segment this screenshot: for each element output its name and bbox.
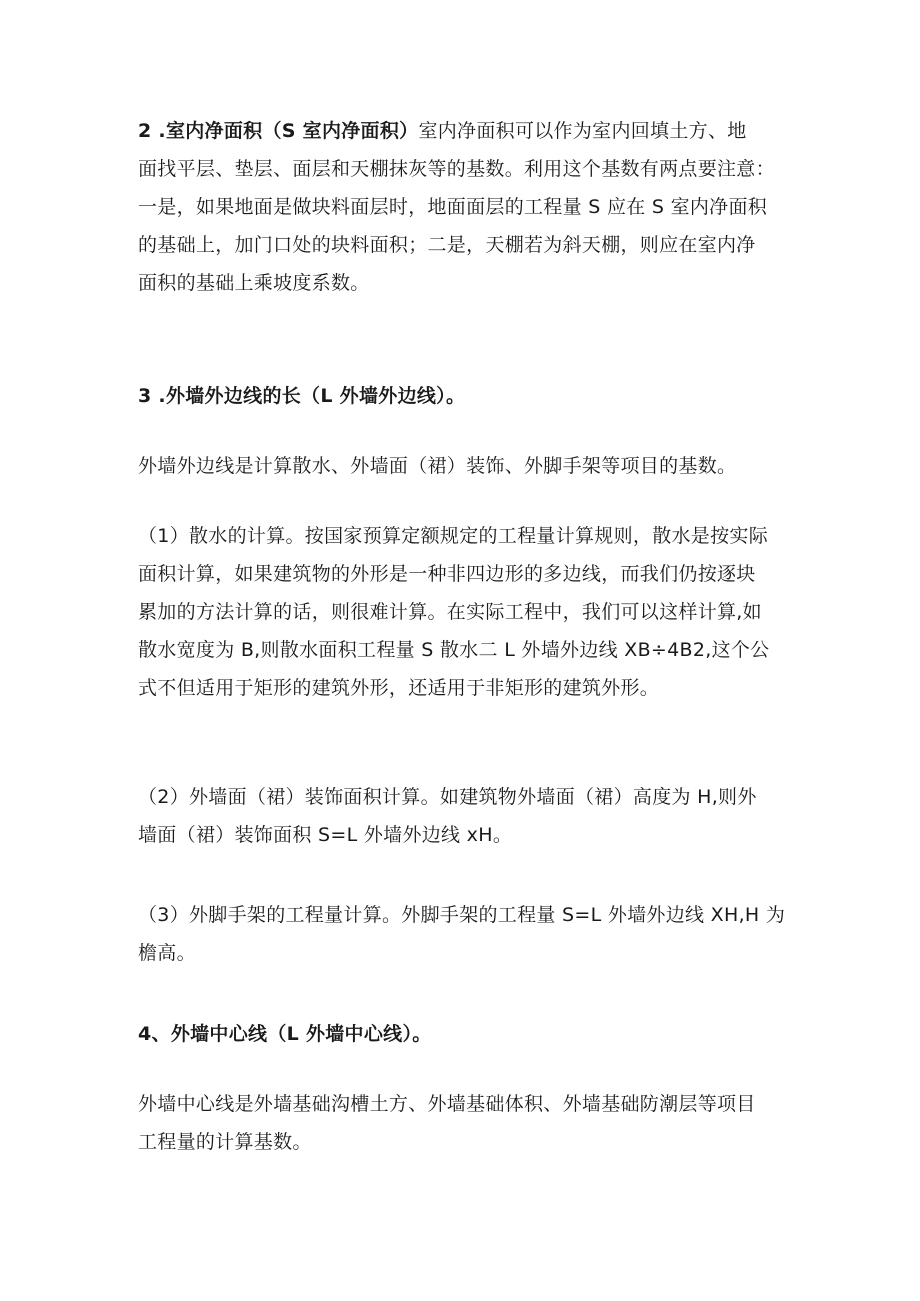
item-1-line-2: 面积计算，如果建筑物的外形是一种非四边形的多边线，而我们仍按逐块 [138,563,756,585]
item-1-line-1: （1）散水的计算。按国家预算定额规定的工程量计算规则，散水是按实际 [138,525,768,547]
item-1-line-4: 散水宽度为 B,则散水面积工程量 S 散水二 L 外墙外边线 XB÷4B2,这个公 [138,639,770,661]
item-2-line-2: 墙面（裙）装饰面积 S=L 外墙外边线 xH。 [138,824,513,846]
section-4-line-2: 工程量的计算基数。 [138,1131,312,1153]
section-3-intro-line: 外墙外边线是计算散水、外墙面（裙）装饰、外脚手架等项目的基数。 [138,455,737,477]
section-3-item-1 [138,517,798,707]
section-3-heading [138,377,798,415]
section-2-line-2: 面找平层、垫层、面层和天棚抹灰等的基数。利用这个基数有两点要注意： [138,158,775,180]
section-4-heading [138,1015,798,1053]
section-2-text-1: 室内净面积可以作为室内回填土方、地 [418,120,747,142]
item-1-line-3: 累加的方法计算的话，则很难计算。在实际工程中，我们可以这样计算,如 [138,601,762,623]
section-2-line-5: 面积的基础上乘坡度系数。 [138,272,370,294]
section-2-line-1 [138,112,798,150]
section-2-line-4: 的基础上，加门口处的块料面积；二是，天棚若为斜天棚，则应在室内净 [138,234,756,256]
item-3-line-1: （3）外脚手架的工程量计算。外脚手架的工程量 S=L 外墙外边线 XH,H 为 [138,904,786,926]
section-2-line-3: 一是，如果地面是做块料面层时，地面面层的工程量 S 应在 S 室内净面积 [138,196,768,218]
section-3-title: 3 .外墙外边线的长（L 外墙外边线）。 [138,385,466,407]
section-2-paragraph [138,112,798,302]
item-2-line-1: （2）外墙面（裙）装饰面积计算。如建筑物外墙面（裙）高度为 H,则外 [138,786,757,808]
item-3-line-2: 檐高。 [138,942,196,964]
item-1-line-5: 式不但适用于矩形的建筑外形，还适用于非矩形的建筑外形。 [138,677,660,699]
section-3-item-3 [138,896,798,972]
section-4-paragraph [138,1085,798,1161]
section-2-title: 2 .室内净面积（S 室内净面积） [138,120,419,142]
section-3-item-2 [138,778,798,854]
section-4-title: 4、外墙中心线（L 外墙中心线）。 [138,1023,432,1045]
section-3-intro [138,447,798,485]
section-4-line-1: 外墙中心线是外墙基础沟槽土方、外墙基础体积、外墙基础防潮层等项目 [138,1093,756,1115]
